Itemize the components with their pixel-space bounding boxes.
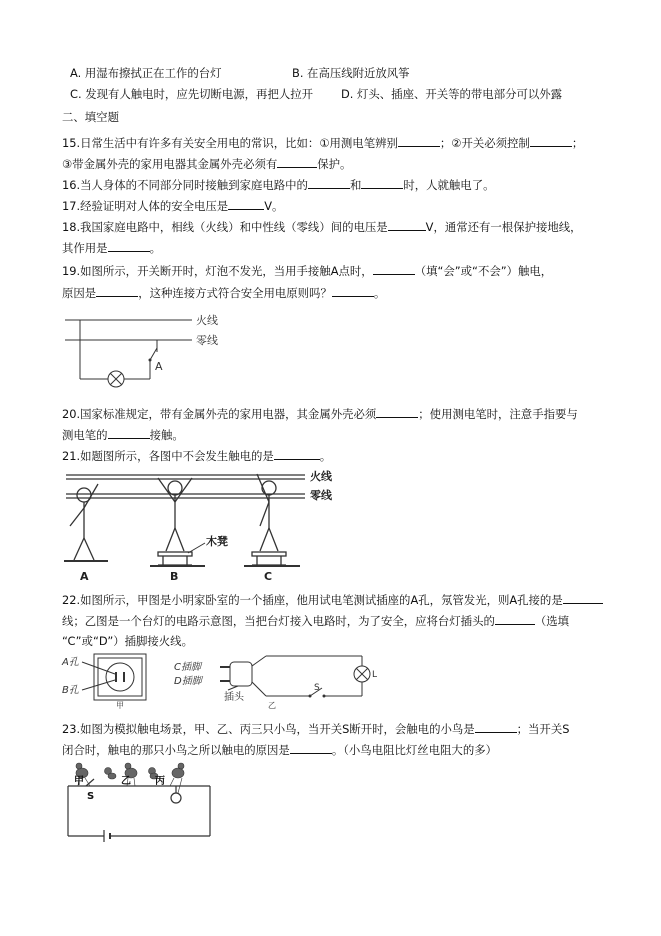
- q19-text-e: 。: [373, 286, 386, 300]
- answer-blank[interactable]: [332, 285, 374, 297]
- question-20-line1: [62, 406, 578, 422]
- option-d: D. 灯头、插座、开关等的带电部分可以外露: [341, 87, 563, 101]
- question-16: [62, 177, 494, 193]
- stool-b-icon: [158, 552, 192, 565]
- option-a: A. 用湿布擦拭正在工作的台灯: [70, 66, 222, 80]
- q23-text-b: ；当开关S: [516, 722, 570, 736]
- switch-label: S: [87, 791, 95, 802]
- bulb-icon: [171, 793, 181, 803]
- bird-bing-label: 丙: [155, 776, 165, 787]
- option-b: B. 在高压线附近放风筝: [292, 66, 410, 80]
- answer-blank[interactable]: [530, 135, 572, 147]
- question-18-line2: [62, 240, 161, 256]
- question-17: [62, 198, 283, 214]
- question-15-line1: [62, 135, 583, 151]
- answer-blank[interactable]: [361, 177, 403, 189]
- q21-figure: [60, 468, 360, 586]
- pin-c-label: C插脚: [174, 662, 201, 673]
- q23-bird-circuit-figure: [60, 762, 220, 842]
- q21-text-b: 。: [319, 449, 332, 463]
- q20-text-d: 接触。: [149, 428, 184, 442]
- q18-text-c: 其作用是: [62, 241, 108, 255]
- q22-socket-figure: [60, 652, 170, 708]
- question-15-line2: [62, 156, 351, 172]
- plug-icon: [230, 662, 252, 686]
- q22-text-b: 线；乙图是一个台灯的电路示意图，当把台灯接入电路时，为了安全，应将台灯插头的: [62, 614, 495, 628]
- q17-text-b: V。: [264, 199, 284, 213]
- q17-text-a: 17.经验证明对人体的安全电压是: [62, 199, 229, 213]
- hole-b-label: B孔: [62, 685, 79, 696]
- socket-icon: [94, 654, 146, 700]
- question-22-line2: [62, 613, 569, 629]
- q19-circuit-figure: [60, 312, 250, 390]
- figure-a-label: A: [80, 570, 89, 583]
- answer-blank[interactable]: [373, 263, 415, 275]
- answer-blank[interactable]: [277, 156, 317, 168]
- answer-blank[interactable]: [475, 721, 517, 733]
- bird-bing-icon: [170, 763, 184, 793]
- plug-label: 插头: [224, 692, 244, 703]
- q15-text-b: ；②开关必须控制: [439, 136, 530, 150]
- q15-text-a: 15.日常生活中有许多有关安全用电的常识，比如：①用测电笔辨别: [62, 136, 398, 150]
- question-22-line3: [62, 634, 193, 649]
- q15-text-e: 保护。: [317, 157, 352, 171]
- q19-text-a: 19.如图所示，开关断开时，灯泡不发光，当用手接触A点时，: [62, 264, 373, 278]
- bird-yi-label: 乙: [121, 776, 131, 787]
- question-19-line1: [62, 263, 552, 279]
- live-label: 火线: [310, 470, 332, 483]
- answer-blank[interactable]: [96, 285, 138, 297]
- person-c-icon: [257, 474, 278, 551]
- q23-text-a: 23.如图为模拟触电场景，甲、乙、丙三只小鸟，当开关S断开时，会触电的小鸟是: [62, 722, 475, 736]
- q22-text-c: （选填: [534, 614, 570, 628]
- question-18-line1: [62, 219, 582, 235]
- q15-text-d: ③带金属外壳的家用电器其金属外壳必须有: [62, 157, 278, 171]
- q16-text-a: 16.当人身体的不同部分同时接触到家庭电路中的: [62, 178, 308, 192]
- q23-text-c: 闭合时，触电的那只小鸟之所以触电的原因是: [62, 743, 290, 757]
- stool-label: 木凳: [206, 535, 228, 548]
- answer-blank[interactable]: [563, 592, 603, 604]
- q19-text-b: （填“会”或“不会”）触电，: [414, 264, 553, 278]
- figure-jia-label: 甲: [116, 701, 124, 710]
- q18-text-d: 。: [149, 241, 161, 255]
- q23-text-d: 。（小鸟电阻比灯丝电阻大的多）: [331, 743, 497, 757]
- q18-text-a: 18.我国家庭电路中，相线（火线）和中性线（零线）间的电压是: [62, 220, 388, 234]
- question-23-line2: [62, 742, 497, 758]
- answer-blank[interactable]: [228, 198, 264, 210]
- question-22-line1: [62, 592, 603, 608]
- neutral-label: 零线: [310, 489, 332, 502]
- lamp-label: L: [372, 670, 378, 680]
- q20-text-b: ；使用测电笔时，注意手指要与: [418, 407, 578, 421]
- answer-blank[interactable]: [274, 448, 320, 460]
- q20-text-a: 20.国家标准规定，带有金属外壳的家用电器，其金属外壳必须: [62, 407, 377, 421]
- q22-lamp-circuit-figure: [172, 652, 382, 708]
- q16-text-c: 时，人就触电了。: [403, 178, 495, 192]
- q19-text-d: ，这种连接方式符合安全用电原则吗？: [138, 286, 332, 300]
- figure-yi-label: 乙: [268, 701, 276, 710]
- q19-text-c: 原因是: [62, 286, 97, 300]
- question-23-line1: [62, 721, 569, 737]
- bird-jia-label: 甲: [74, 776, 84, 787]
- figure-b-label: B: [170, 570, 179, 583]
- q20-text-c: 测电笔的: [62, 428, 108, 442]
- person-b-icon: [158, 478, 192, 551]
- answer-blank[interactable]: [398, 135, 440, 147]
- answer-blank[interactable]: [108, 240, 150, 252]
- section-title: 二、填空题: [62, 110, 119, 124]
- switch-icon: [86, 779, 94, 786]
- q15-text-c: ；: [571, 136, 584, 150]
- answer-blank[interactable]: [388, 219, 426, 231]
- answer-blank[interactable]: [108, 427, 150, 439]
- q16-text-b: 和: [349, 178, 362, 192]
- neutral-label: 零线: [196, 334, 218, 347]
- answer-blank[interactable]: [290, 742, 332, 754]
- question-21: [62, 448, 331, 464]
- pin-d-label: D插脚: [174, 676, 202, 687]
- answer-blank[interactable]: [495, 613, 535, 625]
- live-label: 火线: [196, 314, 218, 327]
- answer-blank[interactable]: [308, 177, 350, 189]
- figure-c-label: C: [264, 570, 273, 583]
- q18-text-b: V，通常还有一根保护接地线，: [425, 220, 582, 234]
- person-a-icon: [70, 484, 98, 560]
- hole-a-label: A孔: [62, 657, 79, 668]
- option-c: C. 发现有人触电时，应先切断电源，再把人拉开: [70, 87, 314, 101]
- q22-text-d: “C”或“D”）插脚接火线。: [62, 634, 193, 648]
- switch-label: S: [314, 683, 320, 693]
- point-a-label: A: [155, 360, 163, 373]
- answer-blank[interactable]: [376, 406, 418, 418]
- q21-text-a: 21.如题图所示，各图中不会发生触电的是: [62, 449, 274, 463]
- q22-text-a: 22.如图所示，甲图是小明家卧室的一个插座，他用试电笔测试插座的A孔，氖管发光，则A孔接的是: [62, 593, 563, 607]
- question-20-line2: [62, 427, 184, 443]
- question-19-line2: [62, 285, 385, 301]
- stool-c-icon: [252, 552, 286, 565]
